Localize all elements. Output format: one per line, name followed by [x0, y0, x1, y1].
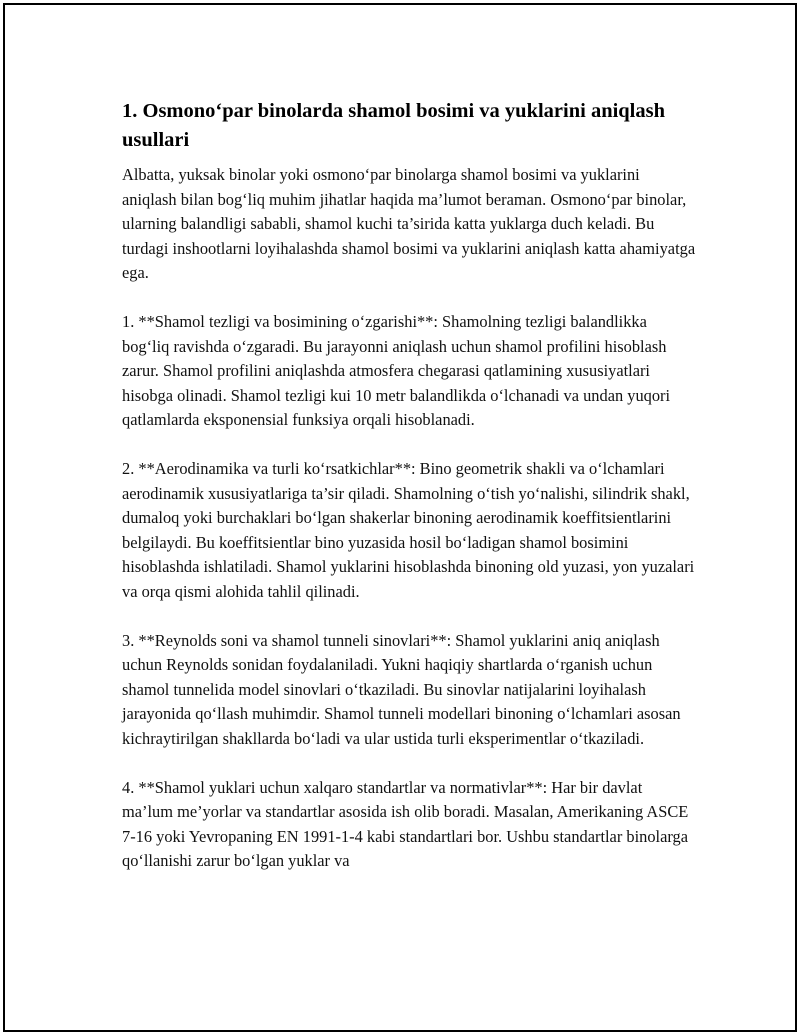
paragraph-item-2: 2. **Aerodinamika va turli ko‘rsatkichlar**: Bino geometrik shakli va o‘lchamlari aerodinamik xususiyatlariga ta’sir qiladi. Shamolning o‘tish yo‘nalishi, silindrik shakl, dumaloq yoki burchaklari bo‘lgan shakerlar binoning aerodinamik koeffitsientlarini belgilaydi. Bu koeffitsientlar bino yuzasida hosil bo‘ladigan shamol bosimini hisoblashda ishlatiladi. Shamol yuklarini hisoblashda binoning old yuzasi, yon yuzalari va orqa qismi alohida tahlil qilinadi. [122, 459, 695, 601]
paragraph-item-4: 4. **Shamol yuklari uchun xalqaro standartlar va normativlar**: Har bir davlat ma’lum me’yorlar va standartlar asosida ish olib boradi. Masalan, Amerikaning ASCE 7-16 yoki Yevropaning EN 1991-1-4 kabi standartlari bor. Ushbu standartlar binolarga qo‘llanishi zarur bo‘lgan yuklar va [122, 777, 689, 870]
document-body [122, 97, 697, 898]
paragraph-item-1: 1. **Shamol tezligi va bosimining o‘zgarishi**: Shamolning tezligi balandlikka bog‘liq ravishda o‘zgaradi. Bu jarayonni aniqlash uchun shamol profilini hisoblash zarur. Shamol profilini aniqlashda atmosfera chegarasi qatlamining xususiyatlari hisobga olinadi. Shamol tezligi kui 10 metr balandlikda o‘lchanadi va undan yuqori qatlamlarda eksponensial funksiya orqali hisoblanadi. [122, 312, 671, 429]
paragraph-item-3: 3. **Reynolds soni va shamol tunneli sinovlari**: Shamol yuklarini aniq aniqlash uchun Reynolds sonidan foydalaniladi. Yukni haqiqiy shartlarda o‘rganish uchun shamol tunnelida model sinovlari o‘tkaziladi. Bu sinovlar natijalarini loyihalash jarayonida qo‘llash muhimdir. Shamol tunneli modellari binoning o‘lchamlari asosan kichraytirilgan shakllarda bo‘ladi va ular ustida turli eksperimentlar o‘tkaziladi. [122, 630, 681, 748]
document-heading: 1. Osmono‘par binolarda shamol bosimi va yuklarini aniqlash usullari [122, 100, 666, 151]
page-frame [3, 3, 797, 1032]
paragraph-intro: Albatta, yuksak binolar yoki osmono‘par binolarga shamol bosimi va yuklarini aniqlash bilan bog‘liq muhim jihatlar haqida ma’lumot beraman. Osmono‘par binolar, ularning balandligi sababli, shamol kuchi ta’sirida katta yuklarga duch keladi. Bu turdagi inshootlarni loyihalashda shamol bosimi va yuklarini aniqlash katta ahamiyatga ega. [122, 165, 696, 282]
